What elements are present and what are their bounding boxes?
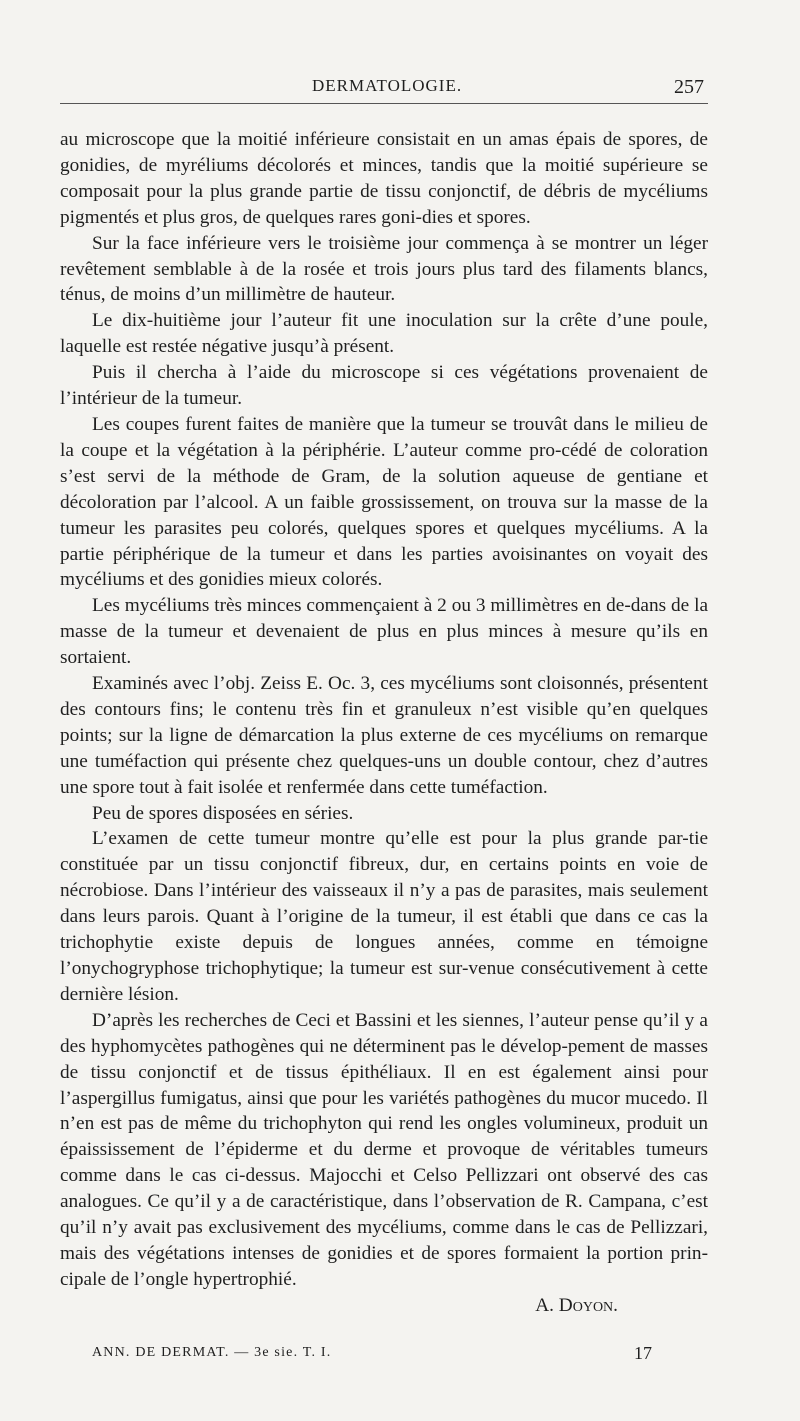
running-title: DERMATOLOGIE. [312, 76, 463, 95]
paragraph: au microscope que la moitié inférieure consistait en un amas épais de spores, de gonidies, de myréliums décolorés et minces, tandis que la moitié supérieure se composait pour la plus grande partie de tissu conjonctif, de débris de mycéliums pigmentés et plus gros, de quelques rares goni-dies et spores. [60, 129, 708, 228]
paragraph: D’après les recherches de Ceci et Bassini et les siennes, l’auteur pense qu’il y a des hyphomycètes pathogènes qui ne déterminent pas le dévelop-pement de masses de tissu conjonctif et de tissus épithéliaux. Il en est également ainsi pour l’aspergillus fumigatus, ainsi que pour les variétés pathogènes du mucor mucedo. Il n’en est pas de même du trichophyton qui rend les ongles volumineux, produit un épaississement de l’épiderme et du derme et provoque de véritables tumeurs comme dans le cas ci-dessus. Majocchi et Celso Pellizzari ont observé des cas analogues. Ce qu’il y a de caractéristique, dans l’observation de R. Campana, c’est qu’il n’y avait pas exclusivement des mycéliums, comme dans le cas de Pellizzari, mais des végétations intenses de gonidies et de spores formaient la portion prin-cipale de l’ongle hypertrophié. [60, 1009, 708, 1290]
paragraph: Les mycéliums très minces commençaient à 2 ou 3 millimètres en de-dans de la masse de la tumeur et devenaient de plus en plus minces à mesure qu’ils en sortaient. [60, 595, 708, 669]
body-text [60, 127, 708, 1319]
page-header [60, 76, 708, 100]
signature-mark: 17 [634, 1343, 652, 1363]
page-number: 257 [674, 76, 704, 98]
paragraph: Le dix-huitième jour l’auteur fit une inoculation sur la crête d’une poule, laquelle est restée négative jusqu’à présent. [60, 310, 708, 358]
journal-reference: ANN. DE DERMAT. — 3e sie. T. I. [92, 1345, 332, 1360]
paragraph: Sur la face inférieure vers le troisième jour commença à se montrer un léger revêtement semblable à de la rosée et trois jours plus tard des filaments blancs, ténus, de moins d’un millimètre de hauteur. [60, 232, 708, 306]
paragraph: Les coupes furent faites de manière que la tumeur se trouvât dans le milieu de la coupe et la végétation à la périphérie. L’auteur comme pro-cédé de coloration s’est servi de la méthode de Gram, de la solution aqueuse de gentiane et décoloration par l’alcool. A un faible grossissement, on trouva sur la masse de la tumeur les parasites peu colorés, quelques spores et quelques mycéliums. A la partie périphérique de la tumeur et dans les parties avoisinantes on voyait des mycéliums et des gonidies mieux colorés. [60, 413, 708, 591]
paragraph: Examinés avec l’obj. Zeiss E. Oc. 3, ces mycéliums sont cloisonnés, présentent des contours fins; le contenu très fin et granuleux n’est visible qu’en quelques points; sur la ligne de démarcation la plus externe de ces mycéliums on remarque une tuméfaction qui présente chez quelques-uns un double contour, chez d’autres une spore tout à fait isolée et renfermée dans cette tuméfaction. [60, 673, 708, 798]
paragraph: L’examen de cette tumeur montre qu’elle est pour la plus grande par-tie constituée par un tissu conjonctif fibreux, dur, en certains points en voie de nécrobiose. Dans l’intérieur des vaisseaux il n’y a pas de parasites, mais seulement dans leurs parois. Quant à l’origine de la tumeur, il est établi que dans ce cas la trichophytie existe depuis de longues années, comme en témoigne l’onychogryphose trichophytique; la tumeur est sur-venue consécutivement à cette dernière lésion. [60, 828, 708, 1005]
paragraph: Puis il chercha à l’aide du microscope si ces végétations provenaient de l’intérieur de la tumeur. [60, 362, 708, 410]
page-footer [92, 1345, 652, 1367]
author-signature: A. Doyon. [535, 1294, 618, 1316]
paragraph: Peu de spores disposées en séries. [92, 802, 354, 824]
header-rule [60, 103, 708, 104]
